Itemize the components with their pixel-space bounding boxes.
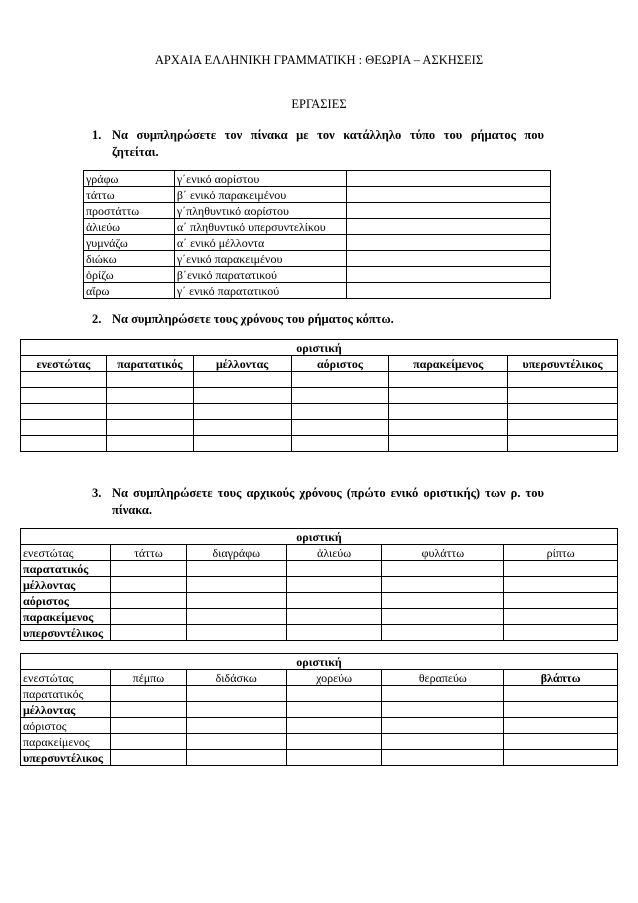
table-row — [21, 718, 618, 734]
answer-cell[interactable] — [286, 609, 382, 625]
header-row — [21, 545, 618, 561]
answer-cell[interactable] — [382, 686, 504, 702]
answer-cell[interactable] — [186, 750, 286, 766]
form-cell: γ΄πληθυντικό αορίστου — [174, 203, 346, 219]
answer-cell[interactable] — [389, 404, 508, 420]
table-row — [21, 593, 618, 609]
answer-cell[interactable] — [291, 436, 389, 452]
answer-cell[interactable] — [389, 436, 508, 452]
answer-cell[interactable] — [382, 702, 504, 718]
verb-cell: ὁρίζω — [84, 267, 175, 283]
verb-form-table — [83, 170, 551, 299]
answer-cell[interactable] — [346, 187, 550, 203]
answer-cell[interactable] — [106, 436, 193, 452]
page-title: ΑΡΧΑΙΑ ΕΛΛΗΝΙΚΗ ΓΡΑΜΜΑΤΙΚΗ : ΘΕΩΡΙΑ – ΑΣΚΗΣΕΙΣ — [154, 53, 484, 67]
answer-cell[interactable] — [106, 420, 193, 436]
answer-cell[interactable] — [286, 561, 382, 577]
answer-cell[interactable] — [110, 734, 186, 750]
mood-header: οριστική — [21, 529, 618, 545]
answer-cell[interactable] — [508, 372, 618, 388]
tense-label: υπερσυντέλικος — [21, 625, 111, 641]
tense-label: αόριστος — [21, 718, 111, 734]
tense-label: παρατατικός — [21, 686, 111, 702]
verb-cell: ἁλιεύω — [84, 219, 175, 235]
answer-cell[interactable] — [382, 734, 504, 750]
tense-label: παρατατικός — [21, 561, 111, 577]
table-row — [21, 734, 618, 750]
form-cell: γ΄ενικό αορίστου — [174, 171, 346, 187]
verb-cell: προστάττω — [84, 203, 175, 219]
answer-cell[interactable] — [110, 593, 186, 609]
answer-cell[interactable] — [508, 436, 618, 452]
table-row — [21, 702, 618, 718]
form-cell: γ΄ ενικό παρατατικού — [174, 283, 346, 299]
answer-cell[interactable] — [21, 404, 107, 420]
answer-cell[interactable] — [193, 404, 291, 420]
answer-cell[interactable] — [286, 577, 382, 593]
answer-cell[interactable] — [110, 577, 186, 593]
table-row — [21, 750, 618, 766]
answer-cell[interactable] — [186, 561, 286, 577]
answer-cell[interactable] — [286, 734, 382, 750]
answer-cell[interactable] — [286, 750, 382, 766]
answer-cell[interactable] — [382, 593, 504, 609]
answer-cell[interactable] — [186, 609, 286, 625]
answer-cell[interactable] — [186, 702, 286, 718]
answer-cell[interactable] — [346, 283, 550, 299]
answer-cell[interactable] — [291, 372, 389, 388]
verb-cell: διώκω — [84, 251, 175, 267]
answer-cell[interactable] — [346, 251, 550, 267]
answer-cell[interactable] — [286, 625, 382, 641]
answer-cell[interactable] — [504, 561, 618, 577]
column-header: αόριστος — [291, 356, 389, 372]
table-row — [84, 267, 551, 283]
verb-header: τάττω — [110, 545, 186, 561]
answer-cell[interactable] — [110, 750, 186, 766]
answer-cell[interactable] — [110, 702, 186, 718]
table-row — [21, 686, 618, 702]
verb-cell: γράφω — [84, 171, 175, 187]
answer-cell[interactable] — [382, 577, 504, 593]
section-title: ΕΡΓΑΣΙΕΣ — [291, 97, 347, 111]
form-cell: γ΄ενικό παρακειμένου — [174, 251, 346, 267]
form-cell: α΄ ενικό μέλλοντα — [174, 235, 346, 251]
column-header: ενεστώτας — [21, 356, 107, 372]
question-1 — [92, 127, 544, 161]
table-row — [21, 372, 618, 388]
answer-cell[interactable] — [389, 372, 508, 388]
answer-cell[interactable] — [21, 372, 107, 388]
verb-cell: γυμνάζω — [84, 235, 175, 251]
table-row — [84, 219, 551, 235]
answer-cell[interactable] — [21, 436, 107, 452]
answer-cell[interactable] — [382, 625, 504, 641]
question-text-continued: πίνακα. — [112, 503, 152, 517]
column-header: μέλλοντας — [193, 356, 291, 372]
answer-cell[interactable] — [504, 577, 618, 593]
answer-cell[interactable] — [382, 718, 504, 734]
answer-cell[interactable] — [110, 609, 186, 625]
answer-cell[interactable] — [186, 593, 286, 609]
question-number: 3. — [92, 486, 102, 500]
verb-header: χορεύω — [286, 670, 382, 686]
answer-cell[interactable] — [110, 625, 186, 641]
verb-header: βλάπτω — [504, 670, 618, 686]
header-row — [21, 670, 618, 686]
verb-header: πέμπω — [110, 670, 186, 686]
corner-label: ενεστώτας — [21, 670, 111, 686]
answer-cell[interactable] — [346, 267, 550, 283]
form-cell: β΄ενικό παρατατικού — [174, 267, 346, 283]
form-cell: α΄ πληθυντικό υπερσυντελίκου — [174, 219, 346, 235]
answer-cell[interactable] — [508, 420, 618, 436]
column-header: παρατατικός — [106, 356, 193, 372]
answer-cell[interactable] — [291, 420, 389, 436]
verb-header: ἁλιεύω — [286, 545, 382, 561]
answer-cell[interactable] — [504, 702, 618, 718]
tense-label: υπερσυντέλικος — [21, 750, 111, 766]
verb-header: ρίπτω — [504, 545, 618, 561]
question-number: 1. — [92, 128, 102, 142]
answer-cell[interactable] — [193, 420, 291, 436]
answer-cell[interactable] — [106, 388, 193, 404]
mood-header: οριστική — [21, 340, 618, 356]
answer-cell[interactable] — [504, 734, 618, 750]
verb-cell: αἴρω — [84, 283, 175, 299]
corner-label: ενεστώτας — [21, 545, 111, 561]
table-row — [21, 625, 618, 641]
answer-cell[interactable] — [504, 718, 618, 734]
table-row — [84, 235, 551, 251]
answer-cell[interactable] — [504, 686, 618, 702]
question-text-continued: ζητείται. — [112, 145, 159, 159]
answer-cell[interactable] — [508, 388, 618, 404]
answer-cell[interactable] — [186, 577, 286, 593]
answer-cell[interactable] — [286, 702, 382, 718]
answer-cell[interactable] — [389, 388, 508, 404]
answer-cell[interactable] — [110, 686, 186, 702]
question-text: Να συμπληρώσετε τους αρχικούς χρόνους (πρώτο ενικό οριστικής) των ρ. του — [112, 486, 544, 500]
answer-cell[interactable] — [186, 625, 286, 641]
answer-cell[interactable] — [291, 404, 389, 420]
verb-header: φυλάττω — [382, 545, 504, 561]
table-row — [84, 251, 551, 267]
answer-cell[interactable] — [286, 686, 382, 702]
answer-cell[interactable] — [346, 203, 550, 219]
answer-cell[interactable] — [346, 235, 550, 251]
tense-label: μέλλοντας — [21, 702, 111, 718]
answer-cell[interactable] — [389, 420, 508, 436]
answer-cell[interactable] — [186, 686, 286, 702]
verb-header: διαγράφω — [186, 545, 286, 561]
question-text: Να συμπληρώσετε τους χρόνους του ρήματος κόπτω. — [112, 312, 394, 326]
mood-header: οριστική — [21, 654, 618, 670]
table-row — [84, 283, 551, 299]
answer-cell[interactable] — [291, 388, 389, 404]
column-header: υπερσυντέλικος — [508, 356, 618, 372]
answer-cell[interactable] — [382, 750, 504, 766]
principal-parts-table-2 — [20, 653, 618, 766]
answer-cell[interactable] — [193, 436, 291, 452]
answer-cell[interactable] — [106, 404, 193, 420]
answer-cell[interactable] — [21, 420, 107, 436]
answer-cell[interactable] — [286, 593, 382, 609]
answer-cell[interactable] — [346, 219, 550, 235]
answer-cell[interactable] — [186, 734, 286, 750]
table-row — [21, 436, 618, 452]
table-row — [84, 203, 551, 219]
answer-cell[interactable] — [382, 561, 504, 577]
principal-parts-table-1 — [20, 528, 618, 641]
table-row — [21, 420, 618, 436]
verb-header: θεραπεύω — [382, 670, 504, 686]
answer-cell[interactable] — [193, 388, 291, 404]
table-row — [21, 561, 618, 577]
table-row — [84, 187, 551, 203]
answer-cell[interactable] — [110, 561, 186, 577]
answer-cell[interactable] — [193, 372, 291, 388]
answer-cell[interactable] — [504, 593, 618, 609]
answer-cell[interactable] — [504, 609, 618, 625]
table-row — [21, 404, 618, 420]
question-3 — [92, 485, 544, 519]
answer-cell[interactable] — [110, 718, 186, 734]
answer-cell[interactable] — [106, 372, 193, 388]
answer-cell[interactable] — [346, 171, 550, 187]
question-text: Να συμπληρώσετε τον πίνακα με τον κατάλληλο τύπο του ρήματος που — [112, 128, 544, 142]
table-row — [21, 388, 618, 404]
answer-cell[interactable] — [286, 718, 382, 734]
table-row — [84, 171, 551, 187]
answer-cell[interactable] — [382, 609, 504, 625]
column-header: παρακείμενος — [389, 356, 508, 372]
tense-label: μέλλοντας — [21, 577, 111, 593]
table-row — [21, 609, 618, 625]
form-cell: β΄ ενικό παρακειμένου — [174, 187, 346, 203]
answer-cell[interactable] — [186, 718, 286, 734]
question-number: 2. — [92, 312, 102, 326]
header-row — [21, 356, 618, 372]
answer-cell[interactable] — [508, 404, 618, 420]
answer-cell[interactable] — [21, 388, 107, 404]
verb-header: διδάσκω — [186, 670, 286, 686]
answer-cell[interactable] — [504, 625, 618, 641]
question-2 — [92, 311, 544, 328]
answer-cell[interactable] — [504, 750, 618, 766]
table-row — [21, 577, 618, 593]
tenses-table — [20, 339, 618, 452]
tense-label: παρακείμενος — [21, 609, 111, 625]
tense-label: αόριστος — [21, 593, 111, 609]
verb-cell: τάττω — [84, 187, 175, 203]
tense-label: παρακείμενος — [21, 734, 111, 750]
